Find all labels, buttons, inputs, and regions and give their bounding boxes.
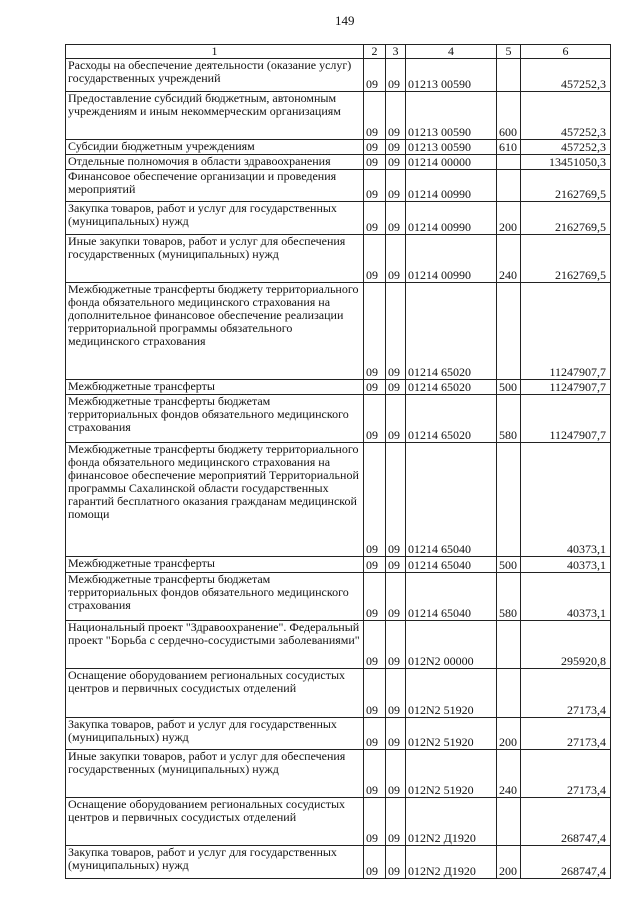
row-expense-type [497,621,521,669]
table-row [66,380,611,395]
row-section: 09 [364,846,386,879]
row-target-item: 012N2 Д1920 [406,846,497,879]
row-section: 09 [364,573,386,621]
row-target-item: 01214 00990 [406,202,497,235]
row-amount: 2162769,5 [521,170,611,202]
row-section: 09 [364,202,386,235]
row-target-item: 01214 65020 [406,380,497,395]
table-row [66,718,611,750]
row-expense-type: 580 [497,573,521,621]
row-target-item: 01214 00000 [406,155,497,170]
row-name: Межбюджетные трансферты [66,380,364,395]
row-target-item: 012N2 51920 [406,750,497,798]
row-expense-type [497,59,521,92]
row-subsection: 09 [386,395,406,443]
row-amount: 13451050,3 [521,155,611,170]
table-row [66,750,611,798]
table-body [66,59,611,879]
table-row [66,443,611,557]
row-amount: 27173,4 [521,718,611,750]
row-target-item: 012N2 00000 [406,621,497,669]
column-header-amount: 6 [521,45,611,59]
row-section: 09 [364,155,386,170]
row-name: Межбюджетные трансферты бюджетам территориальных фондов обязательного медицинского страхования [66,395,364,443]
row-amount: 268747,4 [521,846,611,879]
table-row [66,170,611,202]
row-subsection: 09 [386,798,406,846]
row-subsection: 09 [386,92,406,140]
table-row [66,573,611,621]
row-expense-type: 200 [497,718,521,750]
row-amount: 457252,3 [521,59,611,92]
table-row [66,155,611,170]
row-expense-type: 610 [497,140,521,155]
row-subsection: 09 [386,443,406,557]
row-section: 09 [364,380,386,395]
table-row [66,621,611,669]
row-name: Межбюджетные трансферты бюджету территориального фонда обязательного медицинского страхования на финансовое обеспечение мероприятий Территориальной программы Сахалинской области государственных гарантий бесплатного оказания гражданам медицинской помощи [66,443,364,557]
row-amount: 268747,4 [521,798,611,846]
row-section: 09 [364,170,386,202]
row-name: Расходы на обеспечение деятельности (оказание услуг) государственных учреждений [66,59,364,92]
row-section: 09 [364,798,386,846]
table-row [66,92,611,140]
row-expense-type [497,669,521,718]
row-target-item: 012N2 Д1920 [406,798,497,846]
row-amount: 27173,4 [521,750,611,798]
table-row [66,202,611,235]
table-row [66,140,611,155]
row-section: 09 [364,59,386,92]
row-target-item: 01214 65040 [406,443,497,557]
row-name: Предоставление субсидий бюджетным, автономным учреждениям и иным некоммерческим организациям [66,92,364,140]
row-expense-type [497,170,521,202]
row-expense-type: 200 [497,846,521,879]
row-target-item: 01214 65040 [406,557,497,573]
row-subsection: 09 [386,59,406,92]
row-target-item: 01213 00590 [406,140,497,155]
row-name: Оснащение оборудованием региональных сосудистых центров и первичных сосудистых отделений [66,798,364,846]
row-amount: 2162769,5 [521,202,611,235]
row-target-item: 01213 00590 [406,92,497,140]
row-amount: 2162769,5 [521,235,611,283]
row-section: 09 [364,283,386,380]
row-amount: 40373,1 [521,557,611,573]
row-expense-type: 600 [497,92,521,140]
row-amount: 295920,8 [521,621,611,669]
row-section: 09 [364,718,386,750]
column-header-section: 2 [364,45,386,59]
row-subsection: 09 [386,669,406,718]
row-amount: 11247907,7 [521,380,611,395]
row-section: 09 [364,92,386,140]
row-expense-type: 240 [497,235,521,283]
row-expense-type: 500 [497,380,521,395]
row-expense-type [497,283,521,380]
row-name: Закупка товаров, работ и услуг для государственных (муниципальных) нужд [66,846,364,879]
row-name: Оснащение оборудованием региональных сосудистых центров и первичных сосудистых отделений [66,669,364,718]
row-expense-type: 200 [497,202,521,235]
row-name: Закупка товаров, работ и услуг для государственных (муниципальных) нужд [66,202,364,235]
row-target-item: 01213 00590 [406,59,497,92]
row-name: Межбюджетные трансферты [66,557,364,573]
row-name: Финансовое обеспечение организации и проведения мероприятий [66,170,364,202]
row-subsection: 09 [386,557,406,573]
row-expense-type [497,798,521,846]
table-row [66,59,611,92]
row-name: Субсидии бюджетным учреждениям [66,140,364,155]
column-header-name: 1 [66,45,364,59]
row-target-item: 01214 65020 [406,283,497,380]
row-section: 09 [364,750,386,798]
row-expense-type: 500 [497,557,521,573]
column-header-target-item: 4 [406,45,497,59]
row-amount: 457252,3 [521,92,611,140]
row-subsection: 09 [386,621,406,669]
row-amount: 457252,3 [521,140,611,155]
page-number: 149 [335,13,355,28]
row-subsection: 09 [386,140,406,155]
row-target-item: 01214 65020 [406,395,497,443]
row-expense-type: 580 [497,395,521,443]
row-subsection: 09 [386,202,406,235]
row-name: Межбюджетные трансферты бюджету территориального фонда обязательного медицинского страхования на дополнительное финансовое обеспечение реализации территориальной программы обязательного медицинского страхования [66,283,364,380]
row-amount: 11247907,7 [521,395,611,443]
table-row [66,798,611,846]
row-subsection: 09 [386,846,406,879]
row-target-item: 012N2 51920 [406,718,497,750]
row-target-item: 012N2 51920 [406,669,497,718]
row-subsection: 09 [386,573,406,621]
row-expense-type: 240 [497,750,521,798]
table-row [66,235,611,283]
row-target-item: 01214 65040 [406,573,497,621]
row-name: Национальный проект "Здравоохранение". Федеральный проект "Борьба с сердечно-сосудистыми заболеваниями" [66,621,364,669]
row-subsection: 09 [386,380,406,395]
row-section: 09 [364,621,386,669]
row-name: Иные закупки товаров, работ и услуг для обеспечения государственных (муниципальных) нужд [66,750,364,798]
column-header-expense-type: 5 [497,45,521,59]
budget-table [65,44,611,879]
row-subsection: 09 [386,750,406,798]
row-amount: 40373,1 [521,443,611,557]
row-amount: 27173,4 [521,669,611,718]
row-name: Закупка товаров, работ и услуг для государственных (муниципальных) нужд [66,718,364,750]
row-subsection: 09 [386,170,406,202]
table-row [66,283,611,380]
table-row [66,395,611,443]
row-name: Межбюджетные трансферты бюджетам территориальных фондов обязательного медицинского страхования [66,573,364,621]
row-subsection: 09 [386,235,406,283]
column-header-subsection: 3 [386,45,406,59]
row-section: 09 [364,140,386,155]
row-section: 09 [364,235,386,283]
table-row [66,669,611,718]
row-section: 09 [364,557,386,573]
row-subsection: 09 [386,283,406,380]
row-amount: 11247907,7 [521,283,611,380]
row-section: 09 [364,443,386,557]
row-section: 09 [364,669,386,718]
row-subsection: 09 [386,155,406,170]
row-amount: 40373,1 [521,573,611,621]
table-row [66,557,611,573]
row-name: Отдельные полномочия в области здравоохранения [66,155,364,170]
row-section: 09 [364,395,386,443]
table-row [66,846,611,879]
row-expense-type [497,155,521,170]
row-subsection: 09 [386,718,406,750]
row-expense-type [497,443,521,557]
row-target-item: 01214 00990 [406,235,497,283]
row-name: Иные закупки товаров, работ и услуг для обеспечения государственных (муниципальных) нужд [66,235,364,283]
row-target-item: 01214 00990 [406,170,497,202]
